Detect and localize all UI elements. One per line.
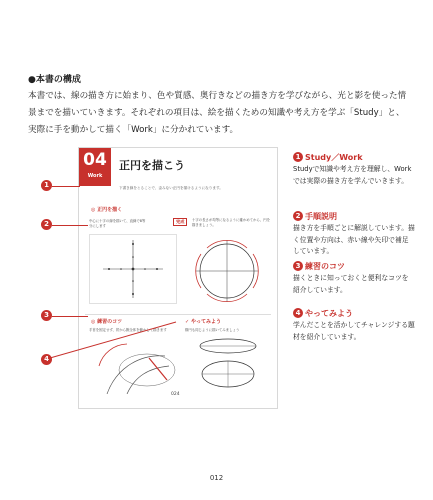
lesson-number-badge xyxy=(79,148,111,186)
callout-line-4 xyxy=(48,318,188,362)
tips-heading: ◎ 練習のコツ xyxy=(91,319,123,325)
lesson-title: 正円を描こう xyxy=(119,159,185,172)
step1-text: 中心に十字の線を描いて、直線で8等分にします xyxy=(89,219,146,228)
completed-circle-figure xyxy=(183,234,271,308)
desc-body-3: 描くときに知っておくと便利なコツを紹介しています。 xyxy=(293,274,409,294)
callout-marker-4: 4 xyxy=(41,354,52,365)
page-folio: 012 xyxy=(209,474,224,482)
callout-line-1 xyxy=(52,186,80,187)
tips-text: 手首を固定せず、肘から腕全体を動かして描きます xyxy=(89,328,167,332)
desc-title-4: 4 やってみよう xyxy=(293,308,353,319)
work-tag: Work xyxy=(87,173,103,179)
desc-body-1: Studyで知識や考え方を理解し、Workでは実際の描き方を学んでいきます。 xyxy=(293,165,412,185)
lesson-number: 04 xyxy=(83,150,107,170)
try-heading: ✓ やってみよう xyxy=(185,319,221,325)
sample-divider xyxy=(85,314,271,315)
desc-body-2: 描き方を手順ごとに解説しています。描く位置や方向は、赤い線や矢印で補足しています。 xyxy=(293,224,415,255)
callout-marker-2: 2 xyxy=(41,219,52,230)
callout-marker-1: 1 xyxy=(41,180,52,191)
callout-marker-3: 3 xyxy=(41,310,52,321)
callout-line-3 xyxy=(52,316,88,317)
section-title: ●本書の構成 xyxy=(28,75,81,85)
desc-body-4: 学んだことを活かしてチャレンジする題材を紹介しています。 xyxy=(293,321,415,341)
step1b-text: 十字の長さが均等になるように確かめてから、円を描きましょう。 xyxy=(192,218,270,227)
complete-label: 完成 xyxy=(173,218,187,226)
lesson-subtitle: 下書き線をとることで、歪みない正円を描けるようになります。 xyxy=(119,186,223,190)
desc-title-3: 3 練習のコツ xyxy=(293,261,345,272)
intro-paragraph: 本書では、線の描き方に始まり、色や質感、奥行きなどの描き方を学びながら、光と影を使った情景までを描いていきます。それぞれの項目は、絵を描くための知識や考え方を学ぶ「Study」と、実際に手を動かして描く「Work」に分かれています。 xyxy=(28,91,407,135)
cross-guide-figure xyxy=(89,234,177,304)
callout-line-2 xyxy=(52,225,88,226)
step1-heading: ◎ 正円を描く xyxy=(91,207,123,213)
sample-page-number: 024 xyxy=(171,392,180,397)
try-text: 楕円も同じように描いてみましょう xyxy=(185,328,240,332)
ellipse-practice-figure xyxy=(185,336,271,392)
desc-title-2: 2 手順説明 xyxy=(293,211,337,222)
desc-title-1: 1 Study／Work xyxy=(293,152,363,163)
sample-page xyxy=(78,147,278,409)
